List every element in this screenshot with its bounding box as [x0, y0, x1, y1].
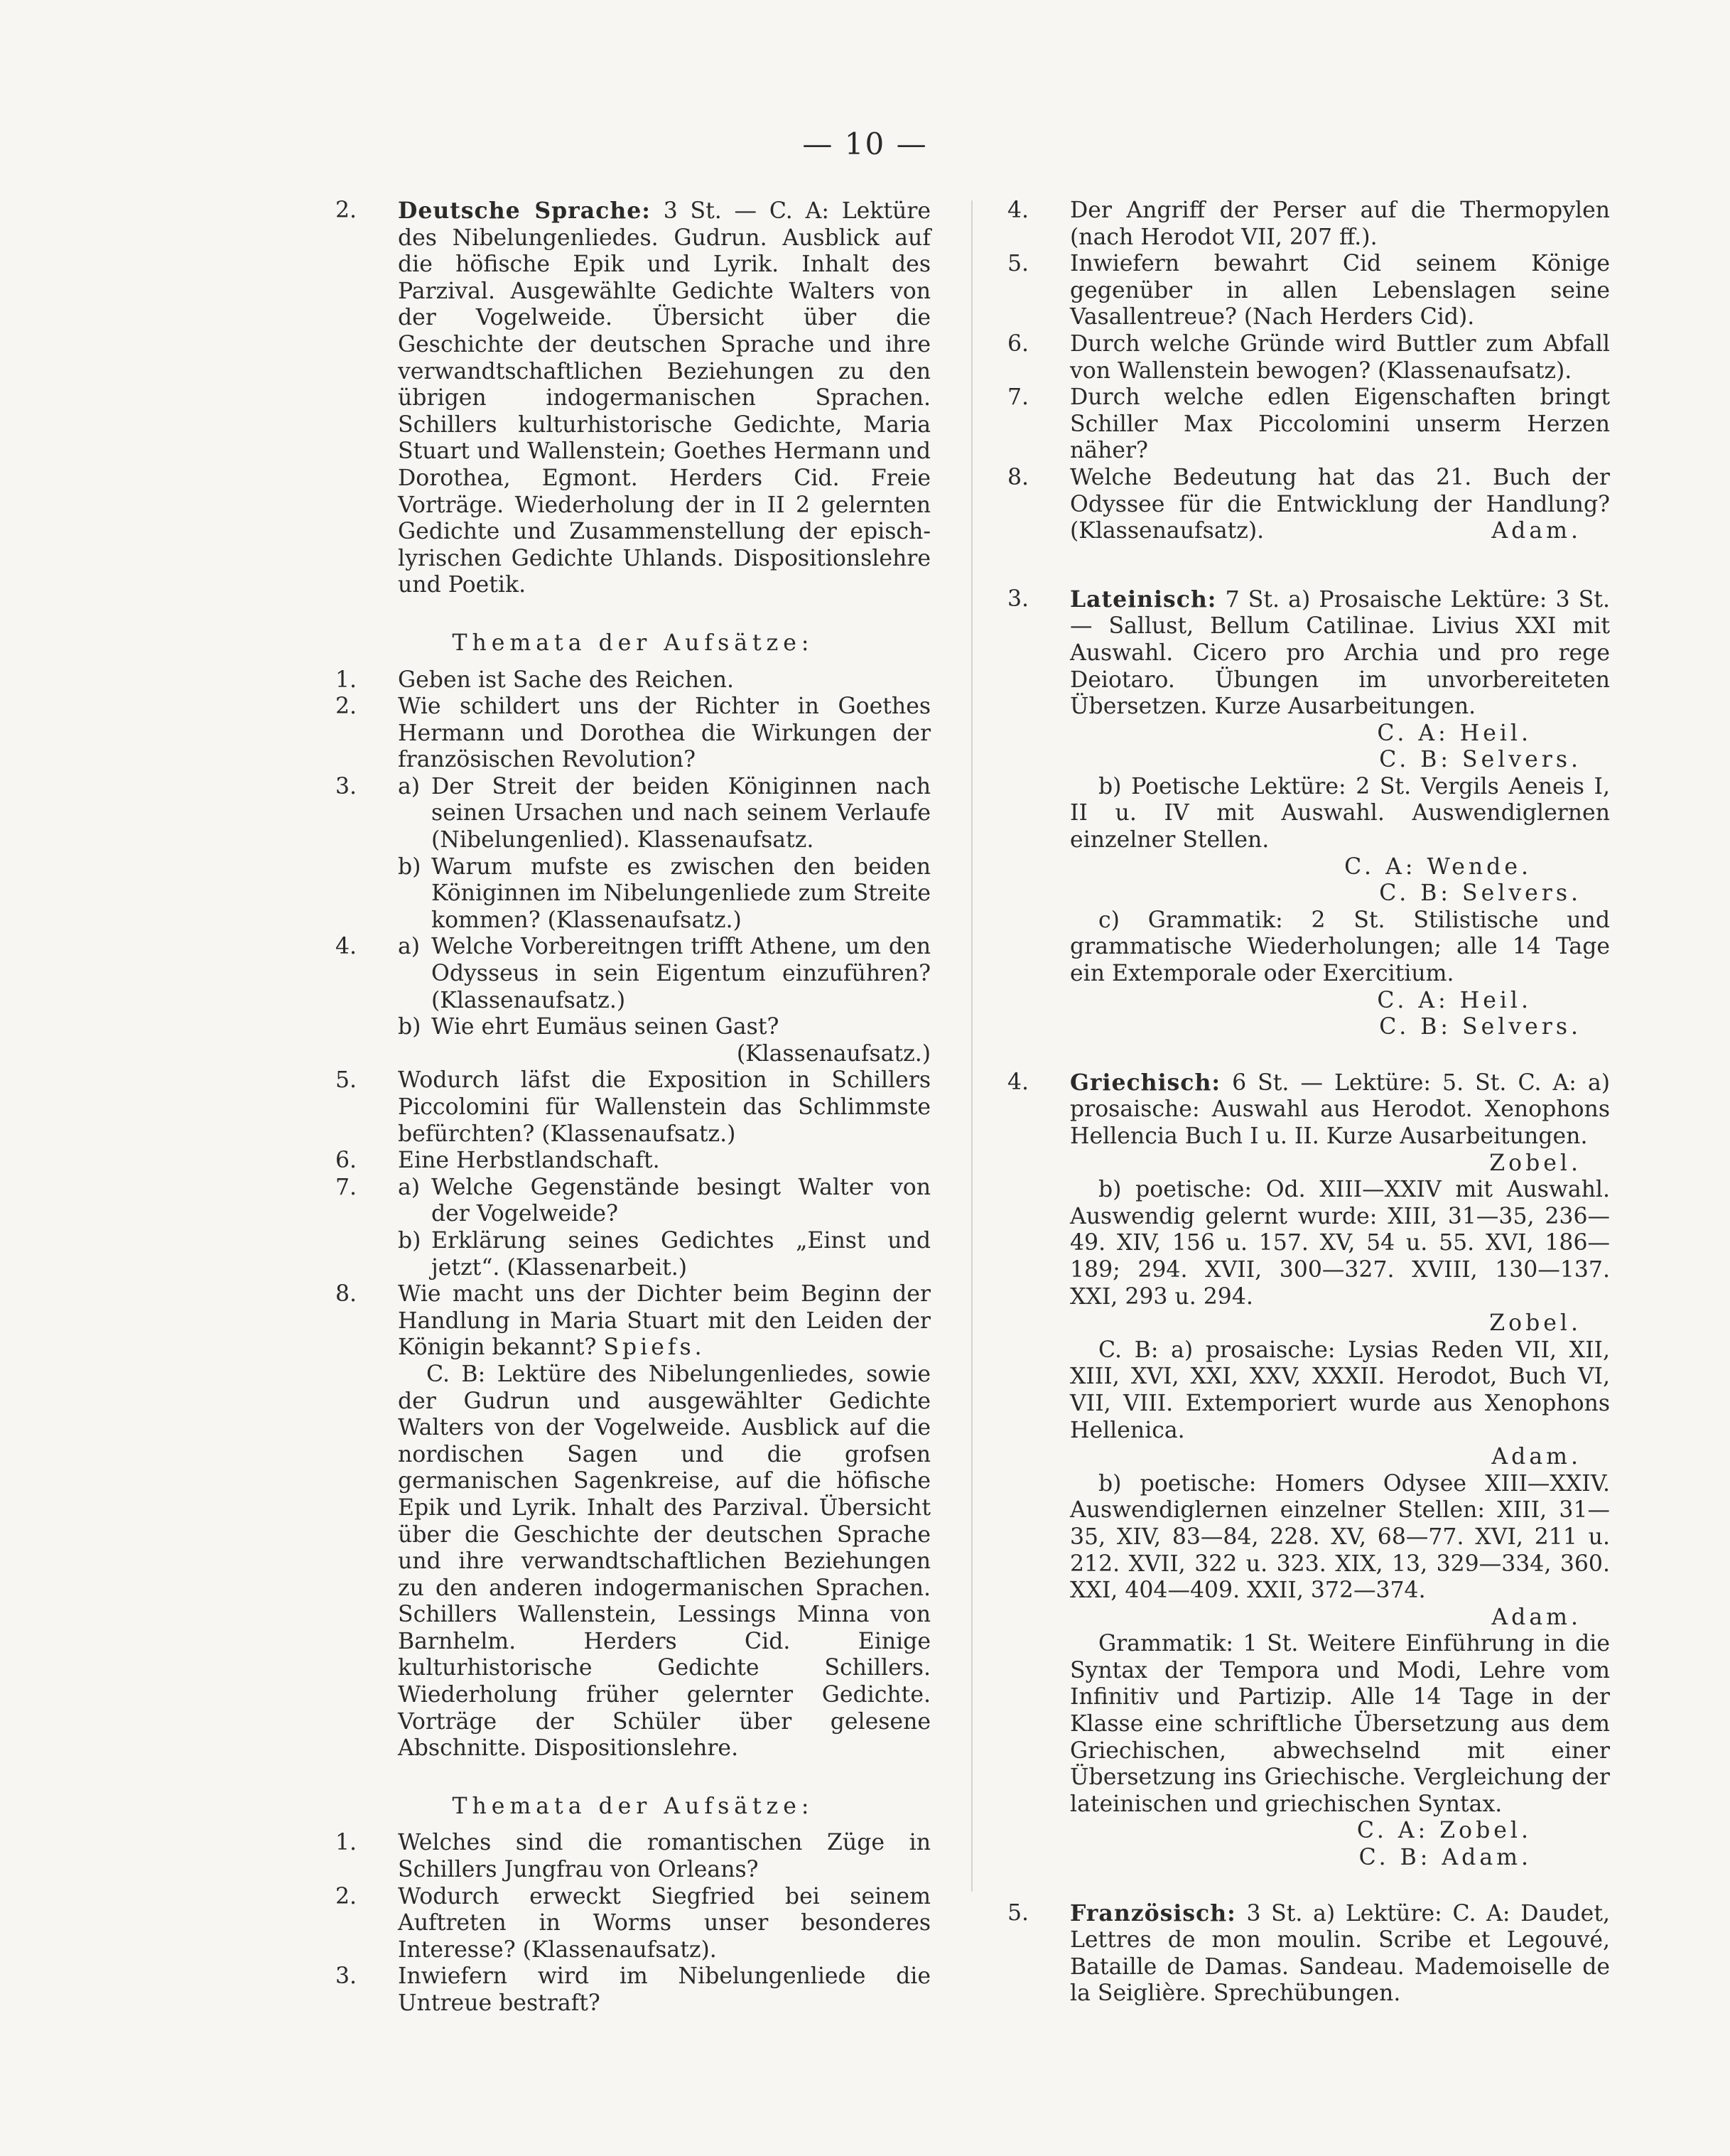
item-text: Wodurch erweckt Siegfried bei seinem Auftreten in Worms unser besonderes Interesse? (Klassenaufsatz).	[398, 1883, 931, 1963]
list-item	[335, 694, 931, 774]
list-item	[1007, 465, 1610, 545]
list-item	[335, 667, 931, 694]
section-latin-b	[1007, 774, 1610, 907]
list-item	[335, 934, 931, 1067]
section-french	[1007, 1900, 1610, 2007]
sub-item-label: a)	[398, 934, 421, 960]
list-item	[335, 1884, 931, 1964]
item-number: 4.	[335, 934, 357, 960]
item-text: Durch welche edlen Eigenschaften bringt Schiller Max Piccolomini unserm Herzen näher?	[1070, 384, 1610, 464]
section-greek	[1007, 1069, 1610, 1872]
list-item	[335, 1963, 931, 2017]
item-text: Welches sind die romantischen Züge in Schillers Jungfrau von Orleans?	[398, 1830, 931, 1883]
section-latin	[1007, 586, 1610, 1041]
sub-item-label: b)	[398, 1014, 421, 1040]
section-body: 3 St. — C. A: Lektüre des Nibelungenliedes. Gudrun. Ausblick auf die höfische Epik und Lyrik. Inhalt des Parzival. Ausgewählte Gedichte Walters von der Vogelweide. Übersicht über die Geschichte der deutschen Sprache und ihre verwandtschaftlichen Beziehungen zu den übrigen indogermanischen Sprachen. Schillers kulturhistorische Gedichte, Maria Stuart und Wallenstein; Goethes Hermann und Dorothea, Egmont. Herders Cid. Freie Vorträge. Wiederholung der in II 2 gelernten Gedichte und Zusammenstellung der episch-lyrischen Gedichte Uhlands. Dispositionslehre und Poetik.	[398, 198, 931, 598]
sub-item	[335, 1175, 931, 1228]
section-german-cb: C. B: Lektüre des Nibelungenliedes, sowie der Gudrun und ausgewählter Gedichte Walters von der Vogelweide. Ausblick auf die nordischen Sagen und die grofsen germanischen Sagenkreise, auf die höfische Epik und Lyrik. Inhalt des Parzival. Übersicht über die Geschichte der deutschen Sprache und ihre verwandtschaftlichen Beziehungen zu den anderen indogermanischen Sprachen. Schillers Wallenstein, Lessings Minna von Barnhelm. Herders Cid. Einige kulturhistorische Gedichte Schillers. Wiederholung früher gelernter Gedichte. Vorträge der Schüler über gelesene Abschnitte. Dispositionslehre.	[398, 1361, 931, 1762]
sub-item	[335, 774, 931, 854]
section-number: 5.	[1007, 1899, 1029, 1926]
teacher-name: C. B: Selvers.	[1379, 1014, 1582, 1040]
section-body: b) poetische: Od. XIII—XXIV mit Auswahl. Auswendig gelernt wurde: XIII, 31—35, 236—49. XIV, 156 u. 157. XV, 54 u. 55. XVI, 186—189; 294. XVII, 300—327. XVIII, 130—137. XXI, 293 u. 294.	[1070, 1177, 1610, 1310]
item-number: 1.	[335, 667, 357, 693]
sub-item	[335, 854, 931, 934]
section-body: Grammatik: 1 St. Weitere Einführung in die Syntax der Tempora und Modi, Lehre vom Infinitiv und Partizip. Alle 14 Tage in der Klasse eine schriftliche Übersetzung aus dem Griechischen, abwechselnd mit einer Übersetzung ins Griechische. Vergleichung der lateinischen und griechischen Syntax.	[1070, 1631, 1610, 1817]
themata-list-a	[335, 667, 931, 1362]
item-text: Welche Bedeutung hat das 21. Buch der Odyssee für die Entwicklung der Handlung? (Klassenaufsatz).	[1070, 464, 1610, 544]
section-greek-c	[1007, 1337, 1610, 1471]
teacher-name: Zobel.	[1489, 1150, 1582, 1176]
themata-list-b	[335, 1830, 931, 2017]
teacher-name: Adam.	[1491, 518, 1582, 544]
item-number: 8.	[335, 1281, 357, 1308]
item-number: 2.	[335, 694, 357, 720]
item-number: 8.	[1007, 464, 1029, 490]
list-item	[335, 1830, 931, 1883]
list-item	[1007, 198, 1610, 251]
list-item	[335, 1175, 931, 1281]
list-item	[335, 774, 931, 934]
item-text: Der Angriff der Perser auf die Thermopylen (nach Herodot VII, 207 ff.).	[1070, 198, 1610, 250]
teacher-name: C. B: Adam.	[1358, 1845, 1532, 1871]
page-number: — 10 —	[802, 126, 928, 161]
sub-item	[335, 934, 931, 1014]
section-body: C. B: a) prosaische: Lysias Reden VII, XII, XIII, XVI, XXI, XXV, XXXII. Herodot, Buch VI, VII, VIII. Extemporiert wurde aus Xenophons Hellenica.	[1070, 1337, 1610, 1443]
item-text: Eine Herbstlandschaft.	[398, 1148, 660, 1174]
item-number: 4.	[1007, 198, 1029, 223]
section-title: Griechisch:	[1070, 1069, 1221, 1096]
essay-tag: (Klassenaufsatz.)	[736, 1040, 931, 1067]
item-number: 1.	[335, 1830, 357, 1856]
item-number: 6.	[1007, 330, 1029, 357]
sub-item-text: Der Streit der beiden Königinnen nach seinen Ursachen und nach seinem Verlaufe (Nibelungenlied). Klassenaufsatz.	[431, 773, 931, 853]
themata-heading: Themata der Aufsätze:	[452, 630, 814, 656]
section-body: 3 St. a) Lektüre: C. A: Daudet, Lettres de mon moulin. Scribe et Legouvé, Bataille de Damas. Sandeau. Mademoiselle de la Seiglière. Sprechübungen.	[1070, 1900, 1610, 2007]
section-latin-a	[1007, 586, 1610, 774]
teacher-name: C. B: Selvers.	[1379, 747, 1582, 773]
teacher-name: C. A: Zobel.	[1356, 1818, 1532, 1844]
sub-item-label: b)	[398, 1227, 421, 1254]
column-divider	[971, 200, 973, 1892]
item-text: Geben ist Sache des Reichen.	[398, 667, 735, 693]
item-number: 5.	[1007, 251, 1029, 277]
section-body: 7 St. a) Prosaische Lektüre: 3 St. — Sallust, Bellum Catilinae. Livius XXI mit Auswahl. Cicero pro Archia und pro rege Deiotaro. Übungen im unvorbereiteten Übersetzen. Kurze Ausarbeitungen.	[1070, 586, 1611, 720]
section-greek-d	[1007, 1471, 1610, 1632]
section-number: 3.	[1007, 586, 1029, 612]
item-number: 5.	[335, 1067, 357, 1094]
item-text: Wodurch läfst die Exposition in Schillers Piccolomini für Wallenstein das Schlimmste befürchten? (Klassenaufsatz.)	[398, 1067, 931, 1147]
sub-item-text: Welche Gegenstände besingt Walter von der Vogelweide?	[431, 1174, 931, 1227]
sub-item-text: Warum mufste es zwischen den beiden Königinnen im Nibelungenliede zum Streite kommen? (Klassenaufsatz.)	[431, 853, 931, 933]
sub-item	[335, 1228, 931, 1281]
sub-item-text: Welche Vorbereitngen trifft Athene, um den Odysseus in sein Eigentum einzuführen? (Klassenaufsatz.)	[431, 934, 931, 1013]
item-number: 3.	[335, 1963, 357, 1990]
themata-heading-b: Themata der Aufsätze:	[452, 1793, 814, 1819]
section-title: Deutsche Sprache:	[398, 198, 651, 224]
item-text: Wie schildert uns der Richter in Goethes Hermann und Dorothea die Wirkungen der französischen Revolution?	[398, 694, 931, 773]
section-title: Lateinisch:	[1070, 586, 1217, 613]
teacher-name: Zobel.	[1489, 1310, 1582, 1337]
section-greek-b	[1007, 1177, 1610, 1337]
themata-list-b-continued	[1007, 198, 1610, 545]
section-latin-c	[1007, 907, 1610, 1041]
item-number: 3.	[335, 773, 357, 799]
section-body: b) Poetische Lektüre: 2 St. Vergils Aeneis I, II u. IV mit Auswahl. Auswendiglernen einzelner Stellen.	[1070, 773, 1610, 853]
list-item	[1007, 331, 1610, 384]
item-text: Durch welche Gründe wird Buttler zum Abfall von Wallenstein bewogen? (Klassenaufsatz).	[1070, 330, 1610, 384]
sub-item-label: a)	[398, 773, 421, 799]
section-greek-a	[1007, 1069, 1610, 1177]
section-body: 6 St. — Lektüre: 5. St. C. A: a) prosaische: Auswahl aus Herodot. Xenophons Hellencia Buch I u. II. Kurze Ausarbeitungen.	[1070, 1069, 1611, 1149]
left-column	[335, 198, 931, 2017]
teacher-name: C. A: Heil.	[1377, 987, 1532, 1013]
sub-item-label: a)	[398, 1174, 421, 1200]
teacher-name: Adam.	[1491, 1604, 1582, 1630]
section-german	[335, 198, 931, 599]
sub-item-text: Wie ehrt Eumäus seinen Gast?	[431, 1014, 779, 1040]
section-body: c) Grammatik: 2 St. Stilistische und grammatische Wiederholungen; alle 14 Tage ein Extemporale oder Exercitium.	[1070, 907, 1610, 987]
item-number: 6.	[335, 1148, 357, 1174]
teacher-name: Spiefs.	[603, 1335, 705, 1361]
item-text: Wie macht uns der Dichter beim Beginn der Handlung in Maria Stuart mit den Leiden der Königin bekannt?	[398, 1281, 931, 1361]
sub-item-text: Erklärung seines Gedichtes „Einst und jetzt“. (Klassenarbeit.)	[431, 1227, 931, 1281]
item-number: 7.	[1007, 384, 1029, 411]
item-text: Inwiefern bewahrt Cid seinem Könige gegenüber in allen Lebenslagen seine Vasallentreue? (Nach Herders Cid).	[1070, 251, 1610, 330]
section-body: b) poetische: Homers Odysee XIII—XXIV. Auswendiglernen einzelner Stellen: XIII, 31—35, XIV, 83—84, 228. XV, 68—77. XVI, 211 u. 212. XVII, 322 u. 323. XIX, 13, 329—334, 360. XXI, 404—409. XXII, 372—374.	[1070, 1470, 1610, 1604]
section-number: 2.	[335, 198, 357, 223]
item-number: 2.	[335, 1883, 357, 1909]
teacher-name: C. B: Selvers.	[1379, 880, 1582, 907]
list-item	[1007, 384, 1610, 465]
sub-item	[335, 1014, 931, 1067]
item-number: 7.	[335, 1174, 357, 1200]
section-title: Französisch:	[1070, 1899, 1236, 1926]
teacher-name: Adam.	[1491, 1444, 1582, 1470]
list-item	[335, 1281, 931, 1362]
list-item	[335, 1148, 931, 1175]
sub-item-label: b)	[398, 853, 421, 880]
item-text: Inwiefern wird im Nibelungenliede die Untreue bestraft?	[398, 1963, 931, 2016]
teacher-name: C. A: Heil.	[1377, 720, 1532, 746]
list-item	[1007, 251, 1610, 331]
section-greek-e	[1007, 1631, 1610, 1871]
right-column	[1007, 198, 1610, 2007]
section-number: 4.	[1007, 1069, 1029, 1095]
teacher-name: C. A: Wende.	[1344, 853, 1532, 880]
list-item	[335, 1067, 931, 1148]
